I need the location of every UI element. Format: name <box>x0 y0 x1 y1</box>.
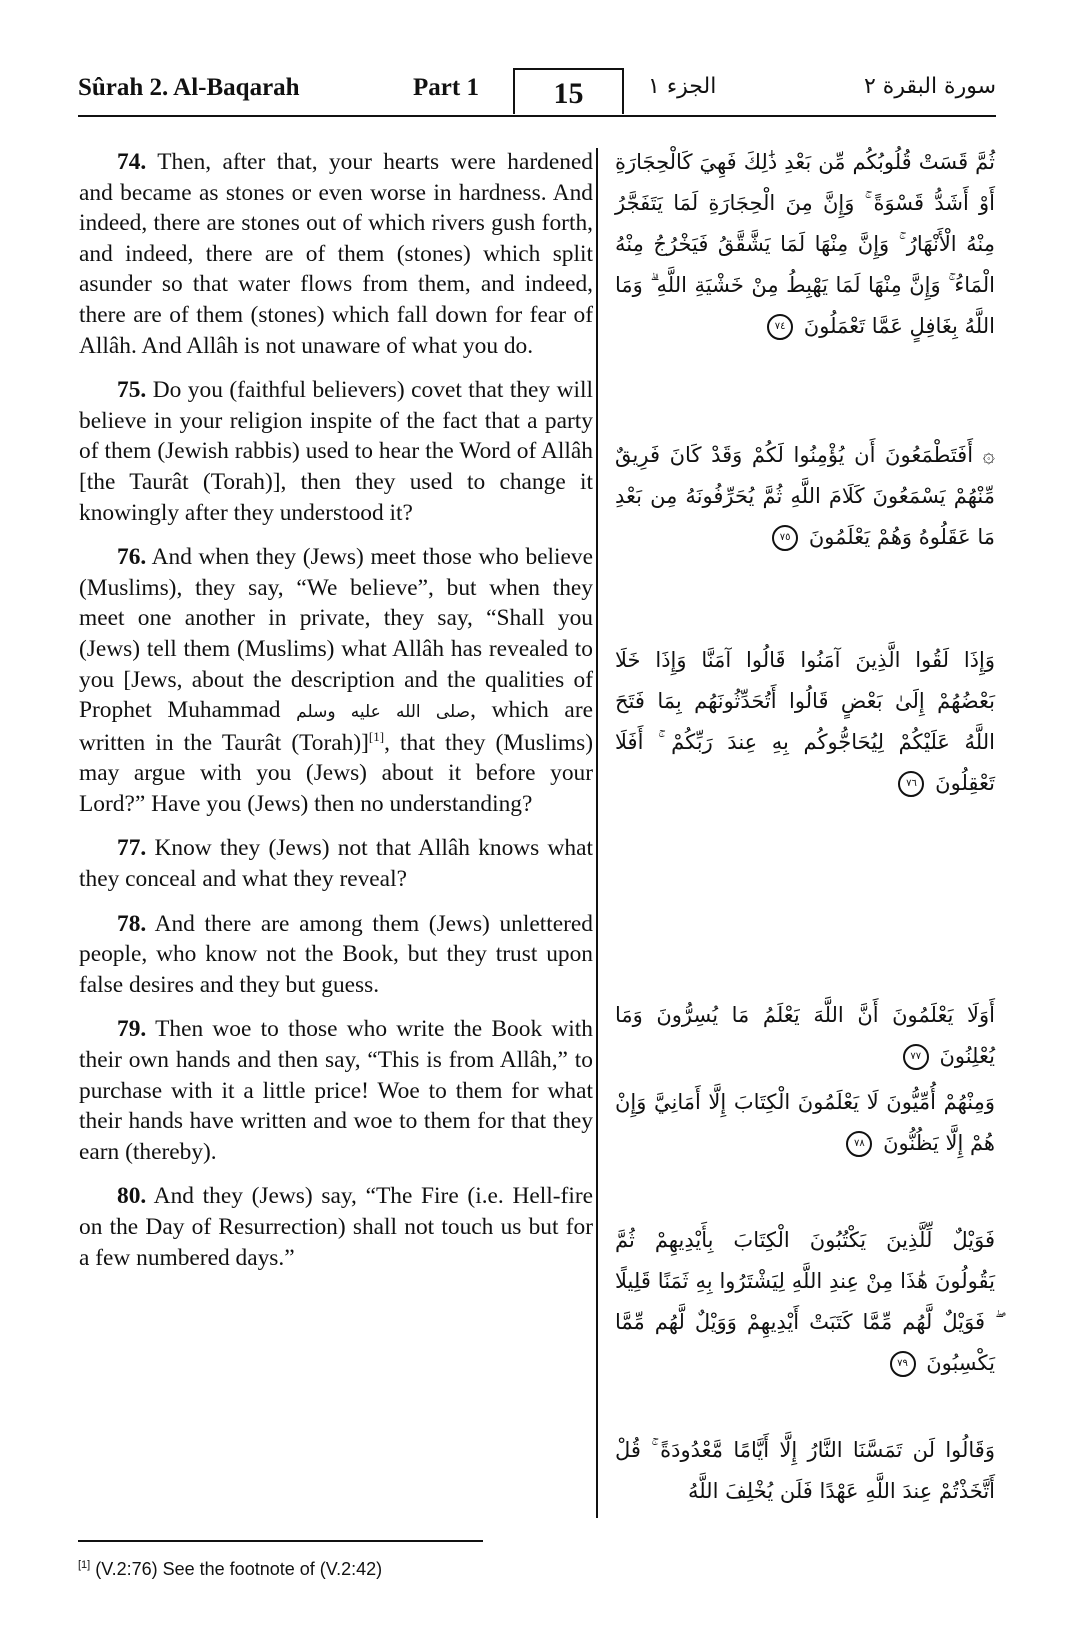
verse-number: 77. <box>117 835 147 862</box>
footnote-divider <box>78 1540 483 1542</box>
arabic-ayah-79 <box>615 1220 995 1384</box>
part-label: Part 1 <box>413 74 479 101</box>
verse-75 <box>79 375 593 528</box>
verse-number: 80. <box>117 1183 147 1210</box>
verse-text: And they (Jews) say, “The Fire (i.e. Hell-fire on the Day of Resurrection) shall not touch us but for a few numbered days.” <box>79 1183 593 1271</box>
arabic-text: وَقَالُوا لَن تَمَسَّنَا النَّارُ إِلَّا أَيَّامًا مَّعْدُودَةً ۚ قُلْ أَتَّخَذْتُمْ عِندَ اللَّهِ عَهْدًا فَلَن يُخْلِفَ اللَّهُ <box>615 1438 995 1503</box>
column-divider <box>596 148 598 1518</box>
verse-78 <box>79 909 593 1001</box>
footnote-mark: [1] <box>78 1559 91 1571</box>
salutation-text: صلى الله عليه وسلم <box>296 702 471 723</box>
arabic-text: ۞ أَفَتَطْمَعُونَ أَن يُؤْمِنُوا لَكُمْ وَقَدْ كَانَ فَرِيقٌ مِّنْهُمْ يَسْمَعُونَ كَلَامَ اللَّهِ ثُمَّ يُحَرِّفُونَهُ مِن بَعْدِ مَا عَقَلُوهُ وَهُمْ يَعْلَمُونَ <box>615 443 995 549</box>
arabic-ayah-77 <box>615 995 995 1077</box>
arabic-ayah-80 <box>615 1430 995 1512</box>
footnote-reference[interactable]: [1] <box>368 728 385 744</box>
verse-number: 75. <box>117 377 147 404</box>
arabic-text: وَإِذَا لَقُوا الَّذِينَ آمَنُوا قَالُوا آمَنَّا وَإِذَا خَلَا بَعْضُهُمْ إِلَىٰ بَعْضٍ قَالُوا أَتُحَدِّثُونَهُم بِمَا فَتَحَ اللَّهُ عَلَيْكُمْ لِيُحَاجُّوكُم بِهِ عِندَ رَبِّكُمْ ۚ أَفَلَا تَعْقِلُونَ <box>615 648 995 795</box>
verse-79 <box>79 1014 593 1167</box>
arabic-surah-title: سورة البقرة ٢ <box>863 74 996 99</box>
verse-text: , that they (Muslims) may argue with you (Jews) about it before your Lord?” Have you (Jews) then no understanding? <box>79 729 593 817</box>
verse-74 <box>79 147 593 361</box>
verse-77 <box>79 833 593 894</box>
verse-text: , which are written in the Taurât (Torah)] <box>79 697 593 756</box>
verse-text: And there are among them (Jews) unlettered people, who know not the Book, but they trust upon false desires and they but guess. <box>79 910 593 998</box>
verse-text: Know they (Jews) not that Allâh knows what they conceal and what they reveal? <box>79 835 593 893</box>
verse-number: 76. <box>117 544 147 571</box>
footnote-text: (V.2:76) See the footnote of (V.2:42) <box>95 1559 383 1579</box>
verse-number: 79. <box>117 1016 147 1043</box>
verse-text: Then woe to those who write the Book with their own hands and then say, “This is from Allâh,” to purchase with it a little price! Woe to them for what their hands have written and woe to them for that they earn (thereby). <box>79 1016 593 1165</box>
ayah-end-marker: ٧٤ <box>767 314 793 340</box>
verse-number: 78. <box>117 910 147 937</box>
arabic-text: وَمِنْهُمْ أُمِّيُّونَ لَا يَعْلَمُونَ الْكِتَابَ إِلَّا أَمَانِيَّ وَإِنْ هُمْ إِلَّا يَظُنُّونَ <box>615 1090 995 1155</box>
verse-80 <box>79 1181 593 1273</box>
ayah-end-marker: ٧٥ <box>772 525 798 551</box>
page-number: 15 <box>513 68 624 114</box>
header-divider <box>78 115 996 117</box>
arabic-ayah-78 <box>615 1082 995 1164</box>
ayah-end-marker: ٧٦ <box>898 771 924 797</box>
ayah-end-marker: ٧٨ <box>846 1131 872 1157</box>
verse-text: And when they (Jews) meet those who believe (Muslims), they say, “We believe”, but when they meet one another in private, they say, “Shall you (Jews) tell them (Muslims) what Allâh has revealed to you [Jews, about the description and the qualities of Prophet Muhammad <box>79 544 594 724</box>
footnote <box>78 1559 382 1580</box>
verse-76 <box>79 542 593 819</box>
ayah-end-marker: ٧٩ <box>890 1351 916 1377</box>
verse-text: Then, after that, your hearts were hardened and became as stones or even worse in hardness. And indeed, there are stones out of which rivers gush forth, and indeed, there are of them (stones) which split asunder so that water flows from them, and indeed, there are of them (stones) which fall down for fear of Allâh. And Allâh is not unaware of what you do. <box>79 149 593 359</box>
surah-title: Sûrah 2. Al-Baqarah <box>78 74 300 101</box>
arabic-ayah-74 <box>615 142 995 347</box>
arabic-ayah-75 <box>615 435 995 558</box>
page-header <box>78 72 996 116</box>
ayah-end-marker: ٧٧ <box>903 1044 929 1070</box>
english-translation-column <box>79 147 593 1287</box>
arabic-part-label: الجزء ١ <box>648 74 717 99</box>
arabic-text: ثُمَّ قَسَتْ قُلُوبُكُم مِّن بَعْدِ ذَٰلِكَ فَهِيَ كَالْحِجَارَةِ أَوْ أَشَدُّ قَسْوَةً ۚ وَإِنَّ مِنَ الْحِجَارَةِ لَمَا يَتَفَجَّرُ مِنْهُ الْأَنْهَارُ ۚ وَإِنَّ مِنْهَا لَمَا يَشَّقَّقُ فَيَخْرُجُ مِنْهُ الْمَاءُ ۚ وَإِنَّ مِنْهَا لَمَا يَهْبِطُ مِنْ خَشْيَةِ اللَّهِ ۗ وَمَا اللَّهُ بِغَافِلٍ عَمَّا تَعْمَلُونَ <box>615 150 995 338</box>
verse-number: 74. <box>117 149 147 175</box>
arabic-ayah-76 <box>615 640 995 804</box>
arabic-text: أَوَلَا يَعْلَمُونَ أَنَّ اللَّهَ يَعْلَمُ مَا يُسِرُّونَ وَمَا يُعْلِنُونَ <box>615 1003 995 1068</box>
verse-text: Do you (faithful believers) covet that they will believe in your religion inspite of the fact that a party of them (Jewish rabbis) used to hear the Word of Allâh [the Taurât (Torah)], then they used to change it knowingly after they understood it? <box>79 377 593 526</box>
arabic-text: فَوَيْلٌ لِّلَّذِينَ يَكْتُبُونَ الْكِتَابَ بِأَيْدِيهِمْ ثُمَّ يَقُولُونَ هَٰذَا مِنْ عِندِ اللَّهِ لِيَشْتَرُوا بِهِ ثَمَنًا قَلِيلًا ۖ فَوَيْلٌ لَّهُم مِّمَّا كَتَبَتْ أَيْدِيهِمْ وَوَيْلٌ لَّهُم مِّمَّا يَكْسِبُونَ <box>615 1228 995 1375</box>
